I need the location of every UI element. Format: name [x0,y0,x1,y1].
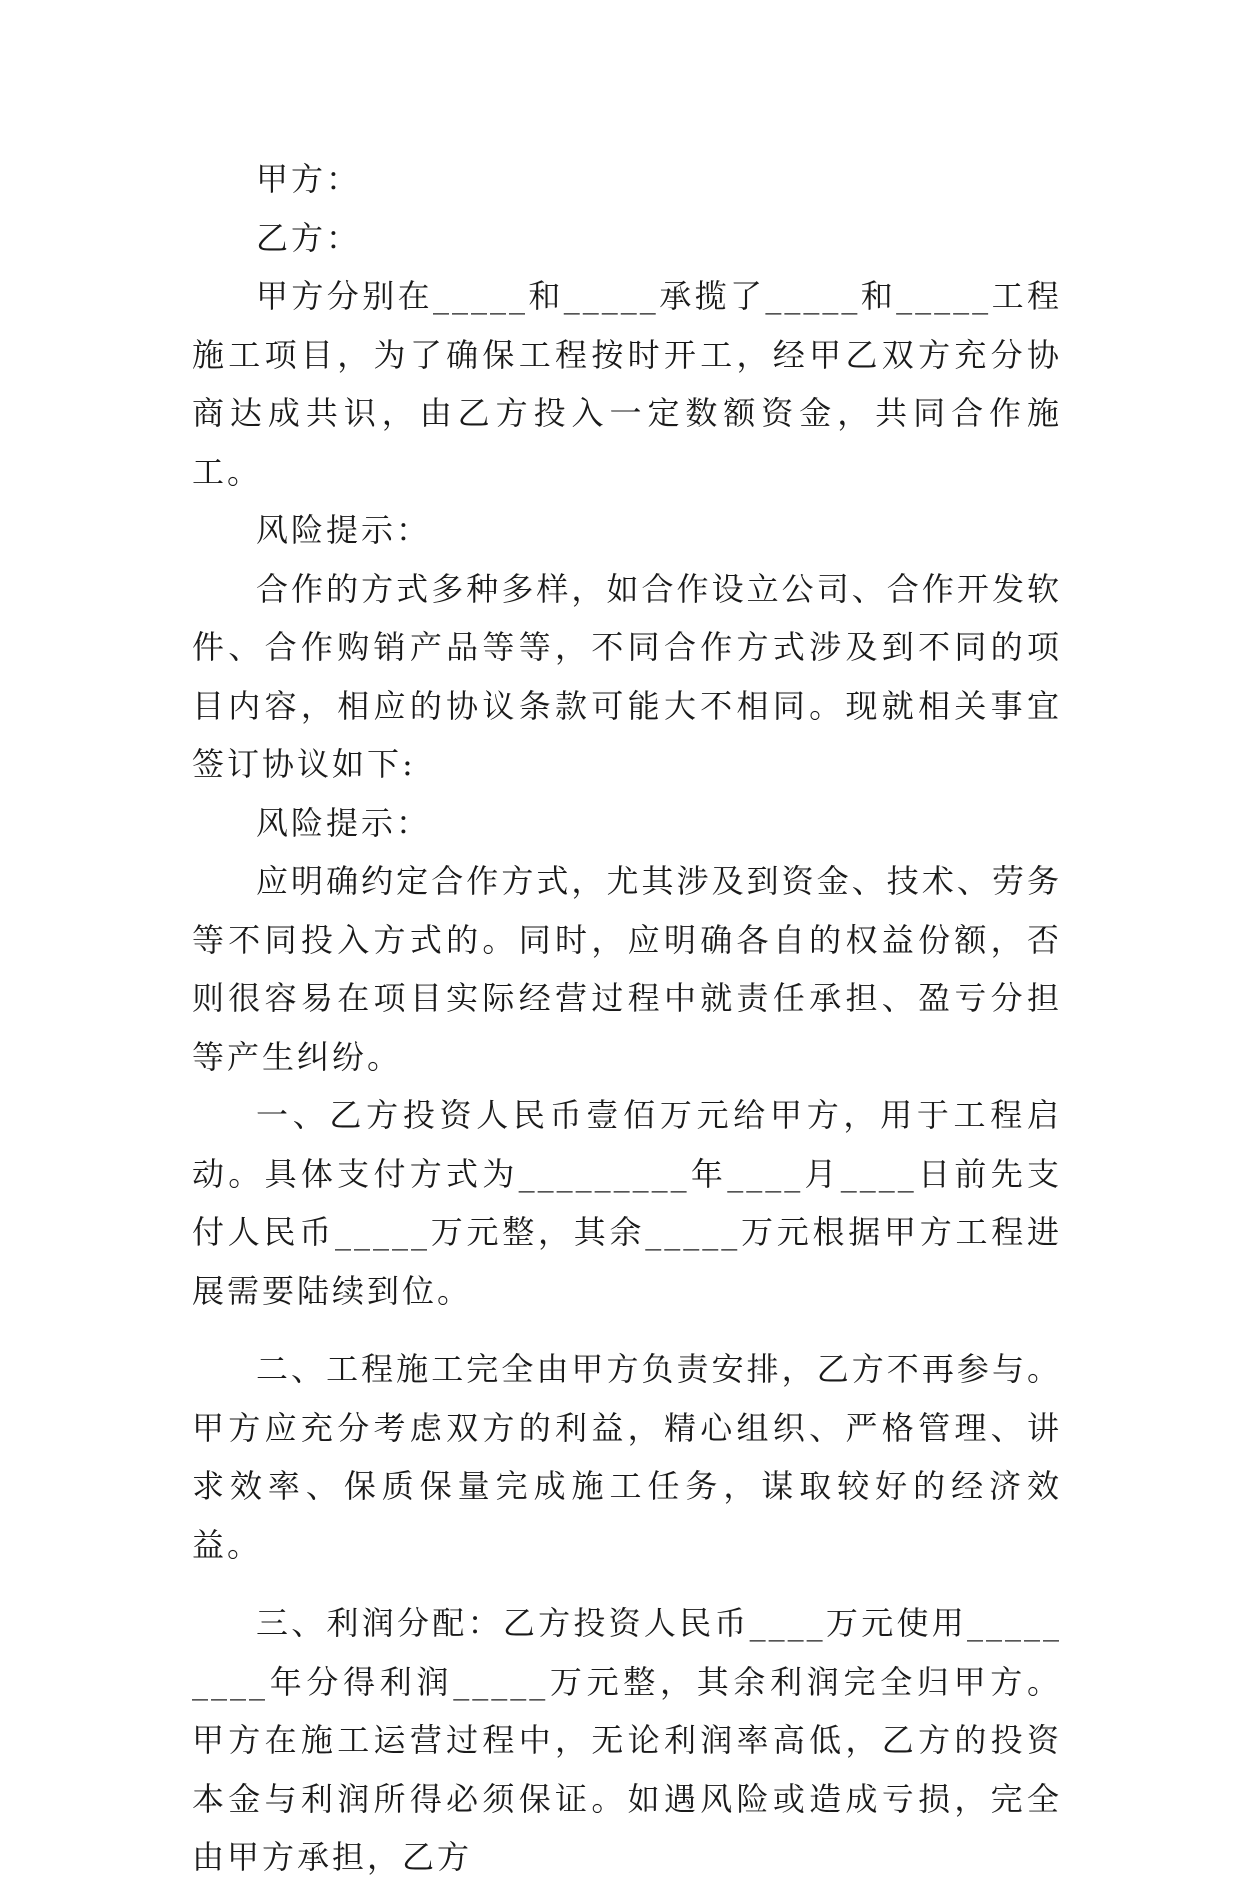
document-page [192,150,1062,1887]
clause-3-profit-distribution: 三、利润分配：乙方投资人民币____万元使用_________年分得利润_____万元整，其余利润完全归甲方。甲方在施工运营过程中，无论利润率高低，乙方的投资本金与利润所得必须保证。如遇风险或造成亏损，完全由甲方承担，乙方 [192,1604,1062,1876]
clause-2-construction: 二、工程施工完全由甲方负责安排，乙方不再参与。甲方应充分考虑双方的利益，精心组织、严格管理、讲求效率、保质保量完成施工任务，谋取较好的经济效益。 [192,1350,1062,1564]
party-b-line: 乙方： [256,218,362,257]
risk-notice-heading-2: 风险提示： [256,803,432,842]
clause-1-investment: 一、乙方投资人民币壹佰万元给甲方，用于工程启动。具体支付方式为_________年____月____日前先支付人民币_____万元整，其余_____万元根据甲方工程进展需要陆续到位。 [192,1096,1062,1310]
risk-notice-text-1: 合作的方式多种多样，如合作设立公司、合作开发软件、合作购销产品等等，不同合作方式涉及到不同的项目内容，相应的协议条款可能大不相同。现就相关事宜签订协议如下: [192,569,1062,783]
risk-notice-heading-1: 风险提示： [256,511,432,549]
risk-notice-text-2: 应明确约定合作方式，尤其涉及到资金、技术、劳务等不同投入方式的。同时，应明确各自的权益份额，否则很容易在项目实际经营过程中就责任承担、盈亏分担等产生纠纷。 [192,862,1062,1076]
party-a-line: 甲方： [256,160,362,198]
project-preamble: 甲方分别在_____和_____承揽了_____和_____工程施工项目，为了确保工程按时开工，经甲乙双方充分协商达成共识，由乙方投入一定数额资金，共同合作施工。 [192,277,1062,491]
